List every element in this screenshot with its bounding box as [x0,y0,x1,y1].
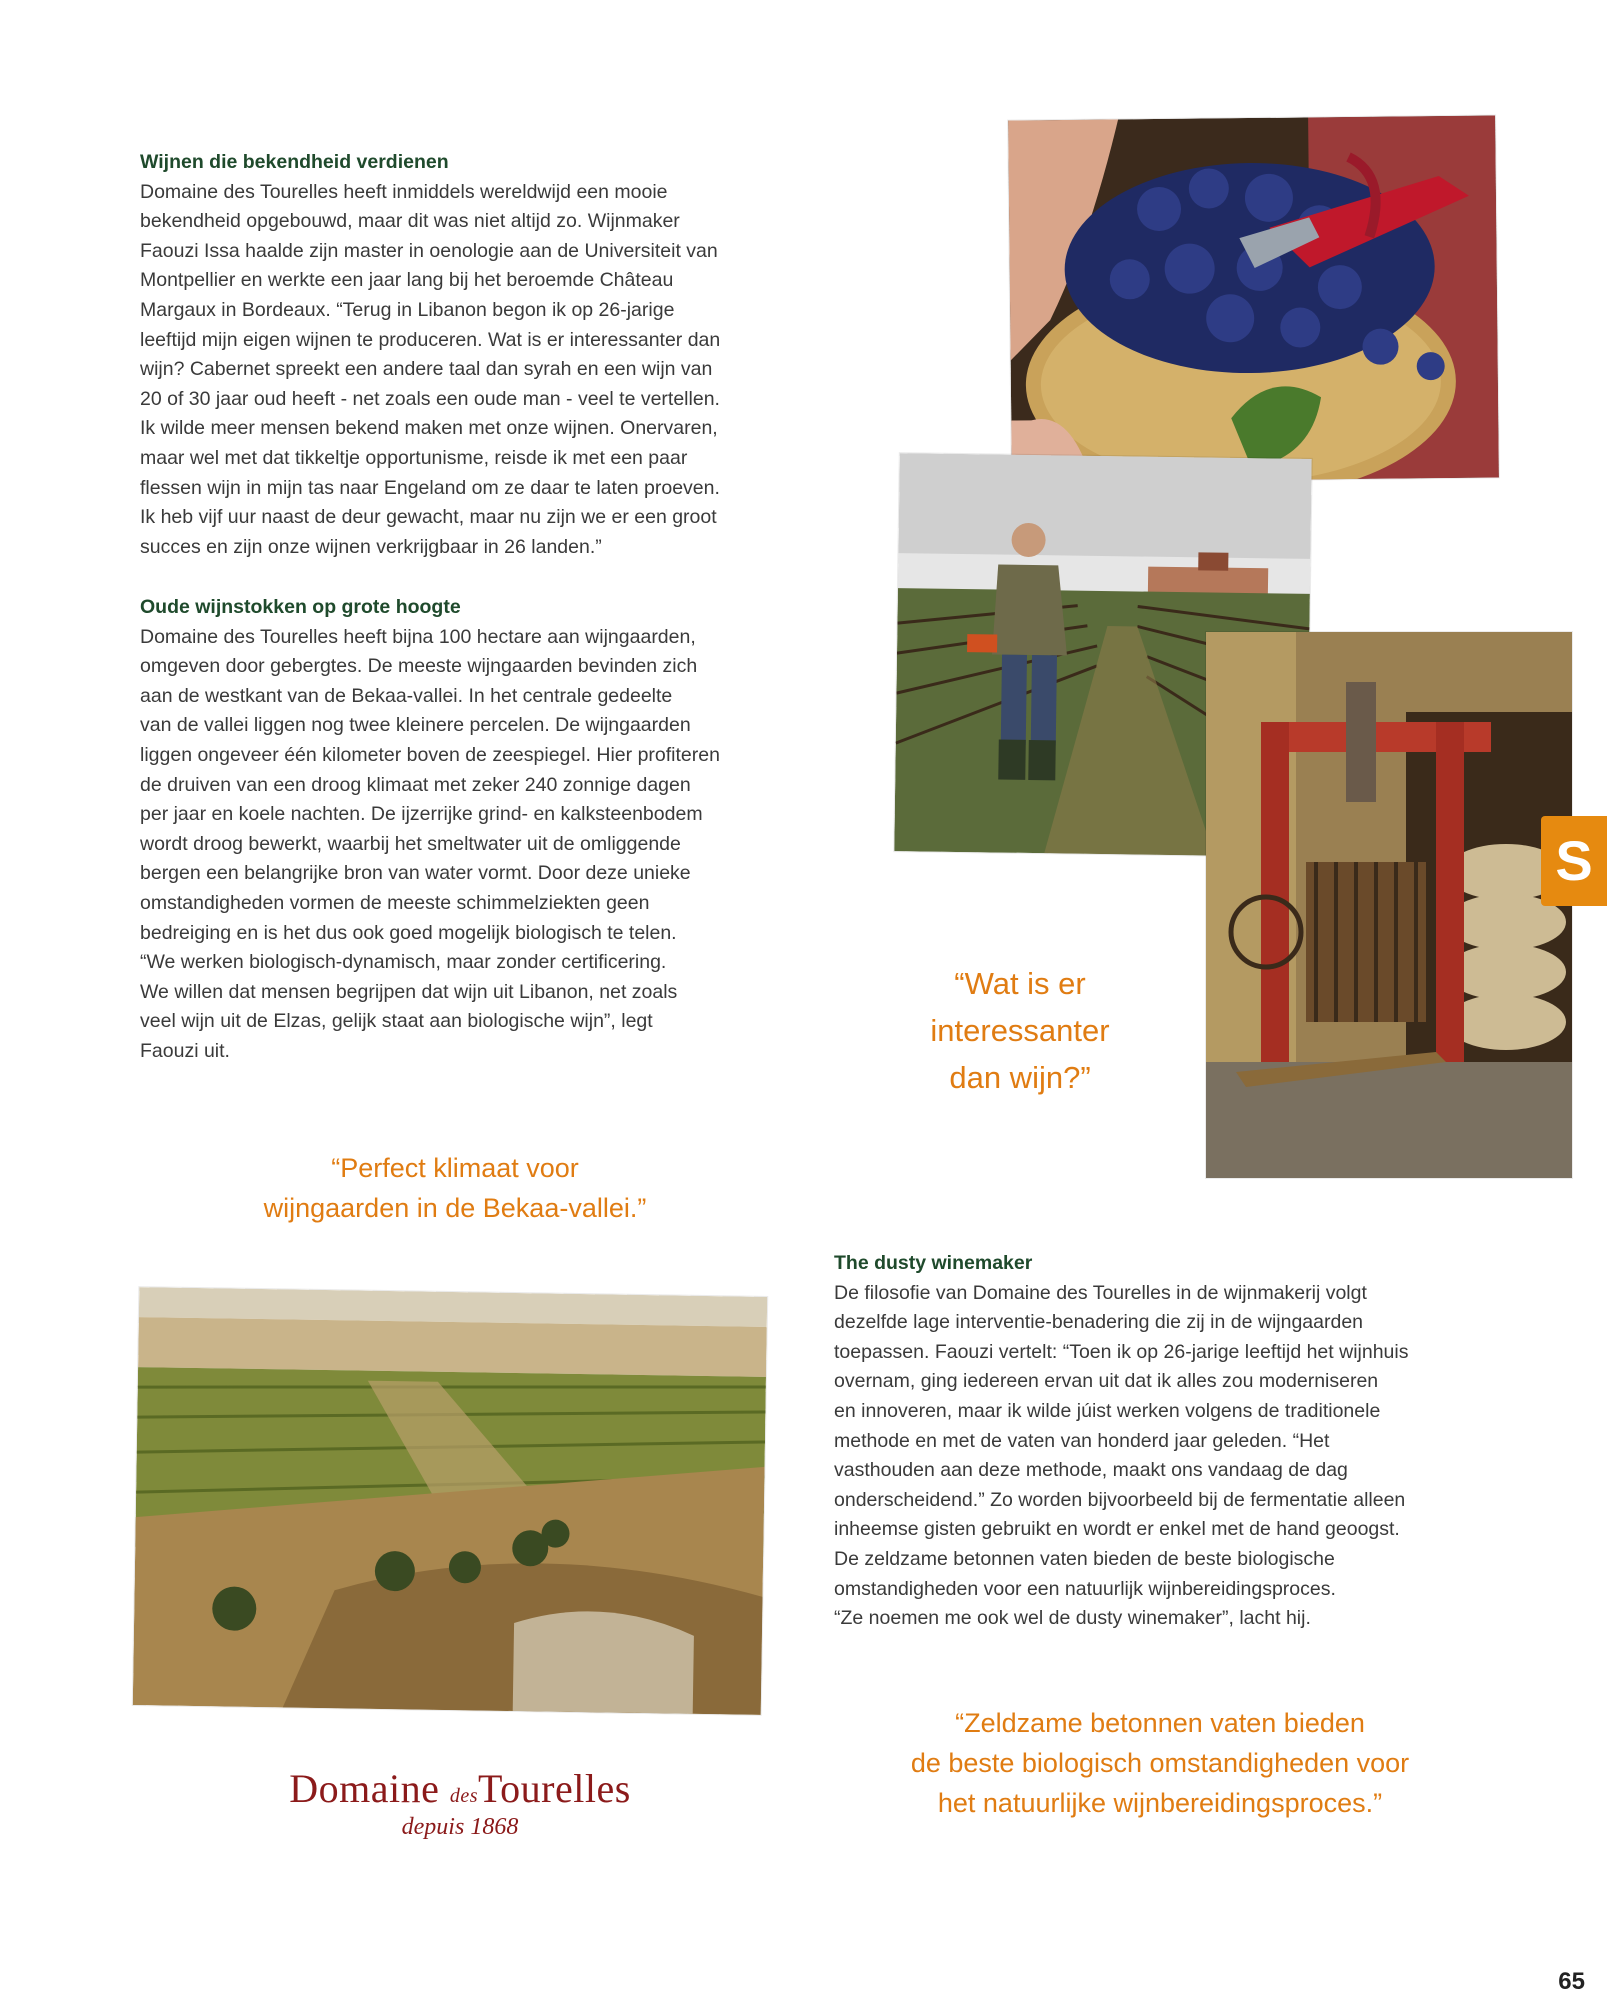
section-wijnstokken [140,593,820,1067]
logo-word-des: des [449,1785,479,1807]
logo-since: depuis 1868 [401,1814,519,1840]
logo-word-domaine: Domaine [289,1766,440,1811]
photo-wine-press [1206,632,1572,1178]
section-wijnen [140,148,820,562]
section-heading: Wijnen die bekendheid verdienen [140,151,449,173]
pull-quote-vats: “Zeldzame betonnen vaten bieden de beste biologisch omstandigheden voor het natuurlijke wijnbereidingsproces.” [910,1708,1410,1818]
pull-quote-wine: “Wat is er interessanter dan wijn?” [930,966,1110,1095]
logo-word-tourelles: Tourelles [478,1766,631,1811]
domaine-logo [270,1765,650,1841]
section-body: Domaine des Tourelles heeft bijna 100 hectare aan wijngaarden, omgeven door gebergtes. De meeste wijngaarden bevinden zich aan de westkant van de Bekaa-vallei. In het centrale gedeelte van de vallei liggen nog twee kleinere percelen. De wijngaarden liggen ongeveer één kilometer boven de zeespiegel. Hier profiteren de druiven van een droog klimaat met zeker 240 zonnige dagen per jaar en koele nachten. De ijzerrijke grind- en kalksteenbodem wordt droog bewerkt, waarbij het smeltwater uit de omliggende bergen een belangrijke bron van water vormt. Door deze unieke omstandigheden vormen de meeste schimmelziekten geen bedreiging en is het dus ook goed mogelijk biologisch te telen. “We werken biologisch-dynamisch, maar zonder certificering. We willen dat mensen begrijpen dat wijn uit Libanon, net zoals veel wijn uit de Elzas, gelijk staat aan biologische wijn”, legt Faouzi uit. [140,625,720,1062]
pull-quote-climate: “Perfect klimaat voor wijngaarden in de Bekaa-vallei.” [263,1153,647,1223]
photo-bekaa-vineyards [133,1287,767,1715]
logo-wordmark [270,1765,650,1812]
section-heading: Oude wijnstokken op grote hoogte [140,596,461,618]
page-number: 65 [1558,1968,1585,1995]
section-dusty-winemaker [834,1249,1514,1634]
section-body: Domaine des Tourelles heeft inmiddels wereldwijd een mooie bekendheid opgebouwd, maar dit was niet altijd zo. Wijnmaker Faouzi Issa haalde zijn master in oenologie aan de Universiteit van Montpellier en werkte een jaar lang bij het beroemde Château Margaux in Bordeaux. “Terug in Libanon begon ik op 26-jarige leeftijd mijn eigen wijnen te produceren. Wat is er interessanter dan wijn? Cabernet spreekt een andere taal dan syrah en een wijn van 20 of 30 jaar oud heeft - net zoals een oude man - veel te vertellen. Ik wilde meer mensen bekend maken met onze wijnen. Onervaren, maar wel met dat tikkeltje opportunisme, reisde ik met een paar flessen wijn in mijn tas naar Engeland om ze daar te laten proeven. Ik heb vijf uur naast de deur gewacht, maar nu zijn we er een groot succes en zijn onze wijnen verkrijgbaar in 26 landen.” [140,180,721,558]
section-body: De filosofie van Domaine des Tourelles in de wijnmakerij volgt dezelfde lage interventie-benadering die zij in de wijngaarden toepassen. Faouzi vertelt: “Toen ik op 26-jarige leeftijd het wijnhuis overnam, ging iedereen ervan uit dat ik alles zou moderniseren en innoveren, maar ik wilde júist werken volgens de traditionele methode en met de vaten van honderd jaar geleden. “Het vasthouden aan deze methode, maakt ons vandaag de dag onderscheidend.” Zo worden bijvoorbeeld bij de fermentatie alleen inheemse gisten gebruikt en wordt er enkel met de hand geoogst. De zeldzame betonnen vaten bieden de beste biologische omstandigheden voor een natuurlijk wijnbereidingsproces. “Ze noemen me ook wel de dusty winemaker”, lacht hij. [834,1281,1409,1630]
section-heading: The dusty winemaker [834,1252,1033,1274]
section-tab-s: S [1541,816,1607,906]
photo-grape-basket [1008,115,1499,482]
